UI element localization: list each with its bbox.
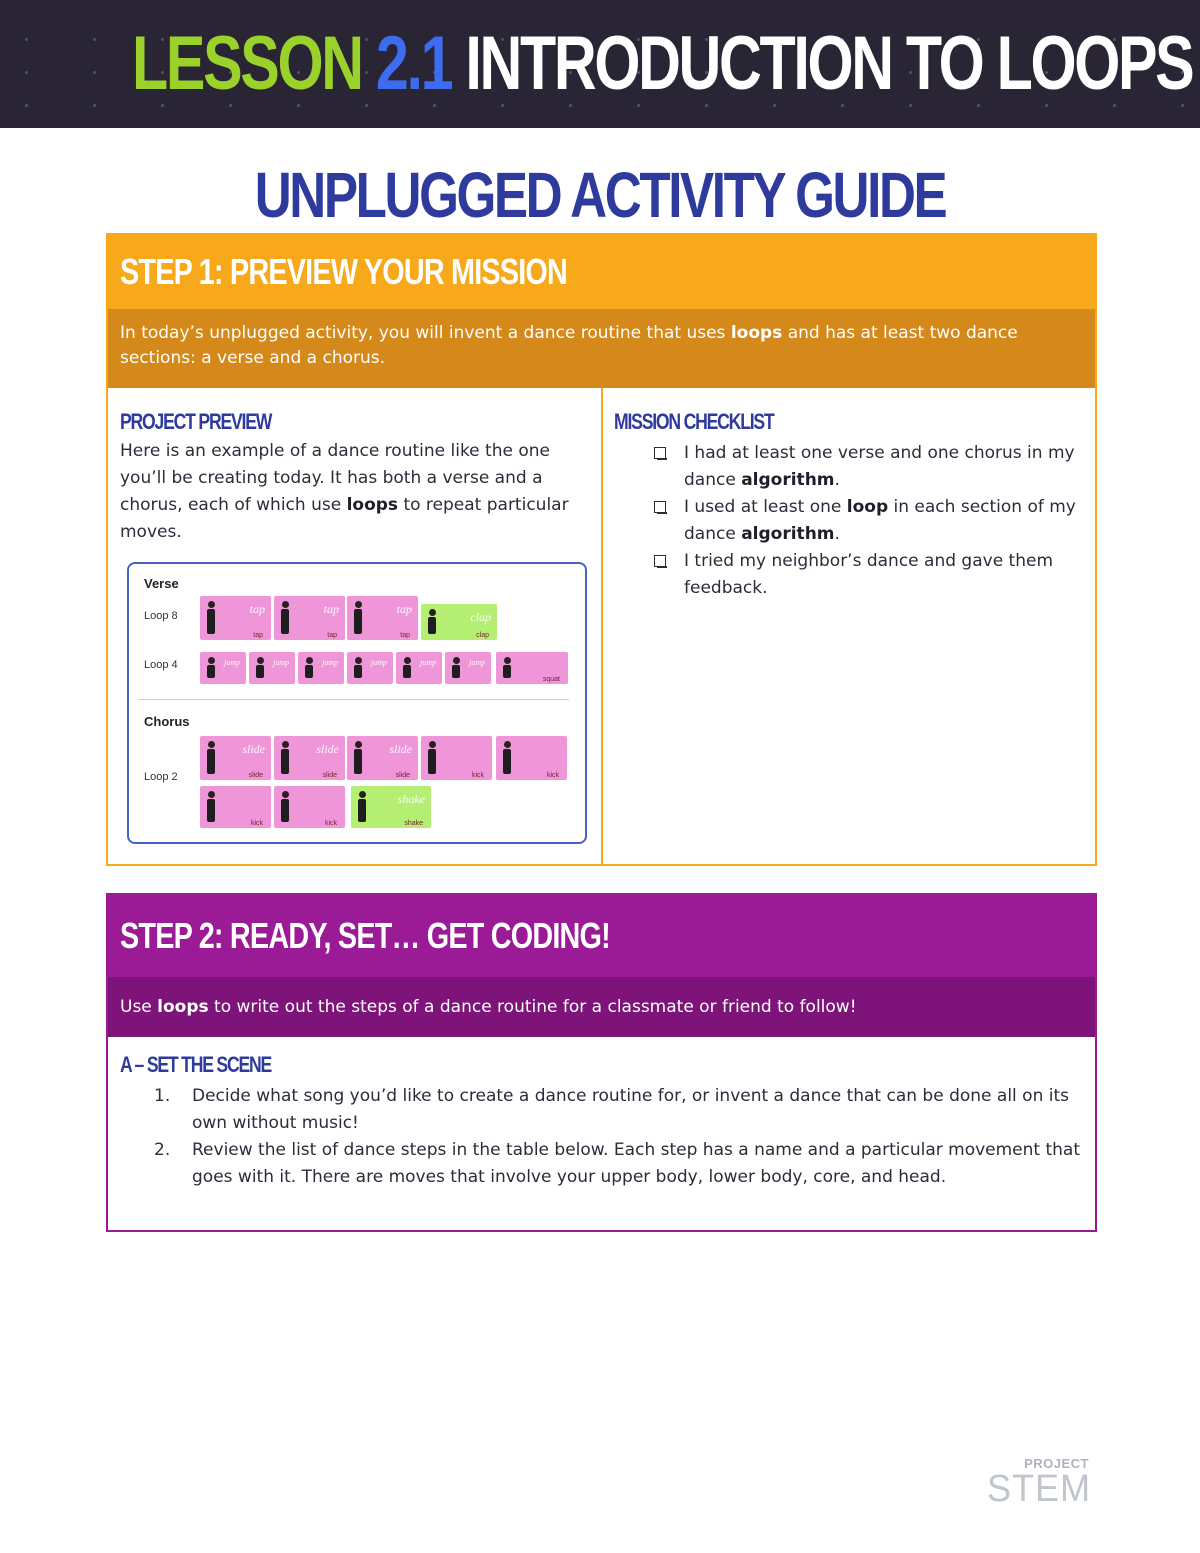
- tile-slide: [347, 736, 418, 780]
- project-preview-text: [120, 438, 590, 546]
- checklist-bold: loop: [846, 497, 889, 517]
- tile-word: jump: [371, 658, 387, 667]
- dancer-figure: [352, 601, 364, 634]
- tile-word: jump: [273, 658, 289, 667]
- logo-small-text: PROJECT: [1024, 1456, 1089, 1471]
- project-preview-column: [120, 410, 590, 546]
- chorus-label: Chorus: [144, 714, 190, 729]
- checklist-item: [614, 440, 1084, 494]
- step2-title: STEP 2: READY, SET… GET CODING!: [120, 915, 610, 956]
- dancer-figure: [205, 741, 217, 774]
- tile-caption: tap: [253, 632, 263, 639]
- checkbox-icon[interactable]: [654, 501, 666, 513]
- checklist-bold: algorithm: [741, 524, 835, 544]
- checklist-item: [614, 548, 1084, 602]
- dancer-figure: [426, 741, 438, 774]
- step1-intro-text: In today’s unplugged activity, you will invent a dance routine that uses: [120, 323, 731, 343]
- dancer-figure: [303, 657, 315, 678]
- set-the-scene-list: [120, 1083, 1080, 1191]
- tile-kick: [496, 736, 567, 780]
- preview-text-a: Here is an example of a dance routine like the one you’ll be creating today. It has both a verse and a chorus, each of which use: [120, 441, 550, 515]
- tile-tap: [347, 596, 418, 640]
- tile-word: slide: [316, 742, 339, 756]
- tile-caption: slide: [248, 772, 263, 779]
- dancer-figure: [450, 657, 462, 678]
- list-number: 1.: [154, 1086, 171, 1106]
- verse-label: Verse: [144, 576, 179, 591]
- step1-intro: [108, 309, 1095, 388]
- tile-caption: tap: [327, 632, 337, 639]
- mission-checklist-column: [614, 410, 1084, 602]
- checklist-text: .: [834, 470, 840, 490]
- checklist-bold: algorithm: [741, 470, 835, 490]
- tile-caption: tap: [400, 632, 410, 639]
- dance-routine-preview-image: [127, 562, 587, 844]
- banner-dot: [25, 38, 28, 41]
- tile-jump: [445, 652, 491, 684]
- dancer-figure: [279, 741, 291, 774]
- dancer-figure: [401, 657, 413, 678]
- preview-text-b: to repeat particular moves.: [120, 495, 569, 542]
- list-item: [120, 1137, 1080, 1191]
- dancer-figure: [426, 609, 438, 634]
- tile-caption: kick: [546, 772, 559, 779]
- tile-caption: kick: [250, 820, 263, 827]
- checklist-text: I tried my neighbor’s dance and gave them feedback.: [684, 551, 1054, 598]
- tile-squat: [496, 652, 568, 684]
- tile-kick: [421, 736, 492, 780]
- list-number: 2.: [154, 1140, 171, 1160]
- loop8-label: Loop 8: [144, 610, 178, 622]
- mission-checklist-heading: MISSION CHECKLIST: [614, 409, 774, 434]
- lesson-number: 2.1: [375, 21, 452, 106]
- tile-word: shake: [397, 792, 425, 806]
- step1-header: [108, 235, 1095, 309]
- tile-caption: slide: [395, 772, 410, 779]
- step2-intro-text-end: to write out the steps of a dance routine for a classmate or friend to follow!: [208, 996, 857, 1017]
- logo-big-text: STEM: [987, 1468, 1092, 1510]
- guide-title: UNPLUGGED ACTIVITY GUIDE: [254, 159, 946, 231]
- step2-intro-text: Use: [120, 996, 158, 1017]
- banner-dot: [93, 104, 96, 107]
- dancer-figure: [501, 657, 513, 678]
- tile-jump: [249, 652, 295, 684]
- column-divider: [601, 388, 603, 864]
- loop4-label: Loop 4: [144, 659, 178, 671]
- lesson-title-text: INTRODUCTION TO LOOPS: [465, 21, 1193, 106]
- tile-slide: [274, 736, 345, 780]
- dancer-figure: [279, 601, 291, 634]
- banner-dot: [93, 71, 96, 74]
- tile-kick: [200, 786, 271, 828]
- dancer-figure: [205, 657, 217, 678]
- tile-word: jump: [224, 658, 240, 667]
- list-text: Decide what song you’d like to create a dance routine for, or invent a dance that can be done all on its own without music!: [192, 1086, 1070, 1133]
- step1-columns: [108, 388, 1095, 864]
- list-item: [120, 1083, 1080, 1137]
- step1-intro-text-end: and has at least two dance sections: a verse and a chorus.: [120, 323, 1018, 368]
- tile-caption: clap: [476, 632, 489, 639]
- tile-jump: [200, 652, 246, 684]
- tile-caption: kick: [471, 772, 484, 779]
- tile-word: slide: [389, 742, 412, 756]
- checkbox-icon[interactable]: [654, 555, 666, 567]
- project-preview-heading: PROJECT PREVIEW: [120, 409, 272, 434]
- tile-jump: [298, 652, 344, 684]
- tile-word: clap: [470, 610, 491, 624]
- header-banner: [0, 0, 1200, 128]
- checklist-text: .: [834, 524, 840, 544]
- step1-title: STEP 1: PREVIEW YOUR MISSION: [120, 251, 568, 292]
- banner-dot: [25, 71, 28, 74]
- tile-word: tap: [249, 602, 265, 616]
- preview-separator: [139, 699, 569, 700]
- tile-kick: [274, 786, 345, 828]
- dancer-figure: [279, 791, 291, 822]
- dancer-figure: [352, 741, 364, 774]
- tile-shake: [351, 786, 431, 828]
- dancer-figure: [352, 657, 364, 678]
- tile-word: jump: [420, 658, 436, 667]
- step1-intro-bold: loops: [730, 323, 783, 343]
- lesson-title: [132, 21, 1193, 106]
- tile-word: jump: [469, 658, 485, 667]
- tile-jump: [347, 652, 393, 684]
- set-the-scene-heading: A – SET THE SCENE: [120, 1052, 272, 1077]
- checklist-item: [614, 494, 1084, 548]
- dancer-figure: [356, 791, 368, 822]
- list-text: Review the list of dance steps in the table below. Each step has a name and a particular movement that goes with it. There are moves that involve your upper body, lower body, core, and head.: [192, 1140, 1081, 1187]
- checklist-text: I used at least one: [684, 497, 847, 517]
- checkbox-icon[interactable]: [654, 447, 666, 459]
- step2-intro: [108, 977, 1095, 1037]
- dancer-figure: [254, 657, 266, 678]
- mission-checklist: [614, 440, 1084, 602]
- tile-caption: squat: [542, 676, 560, 683]
- step2-header: [108, 895, 1095, 977]
- step2-box: [106, 893, 1097, 1232]
- tile-clap: [421, 604, 497, 640]
- checklist-text: I had at least one verse and one chorus in my dance: [684, 443, 1075, 490]
- preview-text-bold: loops: [346, 495, 399, 515]
- loop2-label: Loop 2: [144, 771, 178, 783]
- set-the-scene-section: [120, 1053, 1080, 1191]
- project-stem-logo: [985, 1456, 1095, 1512]
- tile-caption: shake: [404, 820, 423, 827]
- dancer-figure: [501, 741, 513, 774]
- dancer-figure: [205, 601, 217, 634]
- lesson-word: LESSON: [132, 21, 362, 106]
- banner-dot: [93, 38, 96, 41]
- tile-caption: kick: [324, 820, 337, 827]
- tile-word: tap: [323, 602, 339, 616]
- tile-word: tap: [396, 602, 412, 616]
- checklist-text: in each section of my dance: [684, 497, 1076, 544]
- tile-tap: [274, 596, 345, 640]
- tile-word: slide: [242, 742, 265, 756]
- tile-jump: [396, 652, 442, 684]
- step2-intro-bold: loops: [157, 996, 209, 1017]
- step1-box: [106, 233, 1097, 866]
- tile-tap: [200, 596, 271, 640]
- dancer-figure: [205, 791, 217, 822]
- tile-caption: slide: [322, 772, 337, 779]
- tile-word: jump: [322, 658, 338, 667]
- tile-slide: [200, 736, 271, 780]
- banner-dot: [25, 104, 28, 107]
